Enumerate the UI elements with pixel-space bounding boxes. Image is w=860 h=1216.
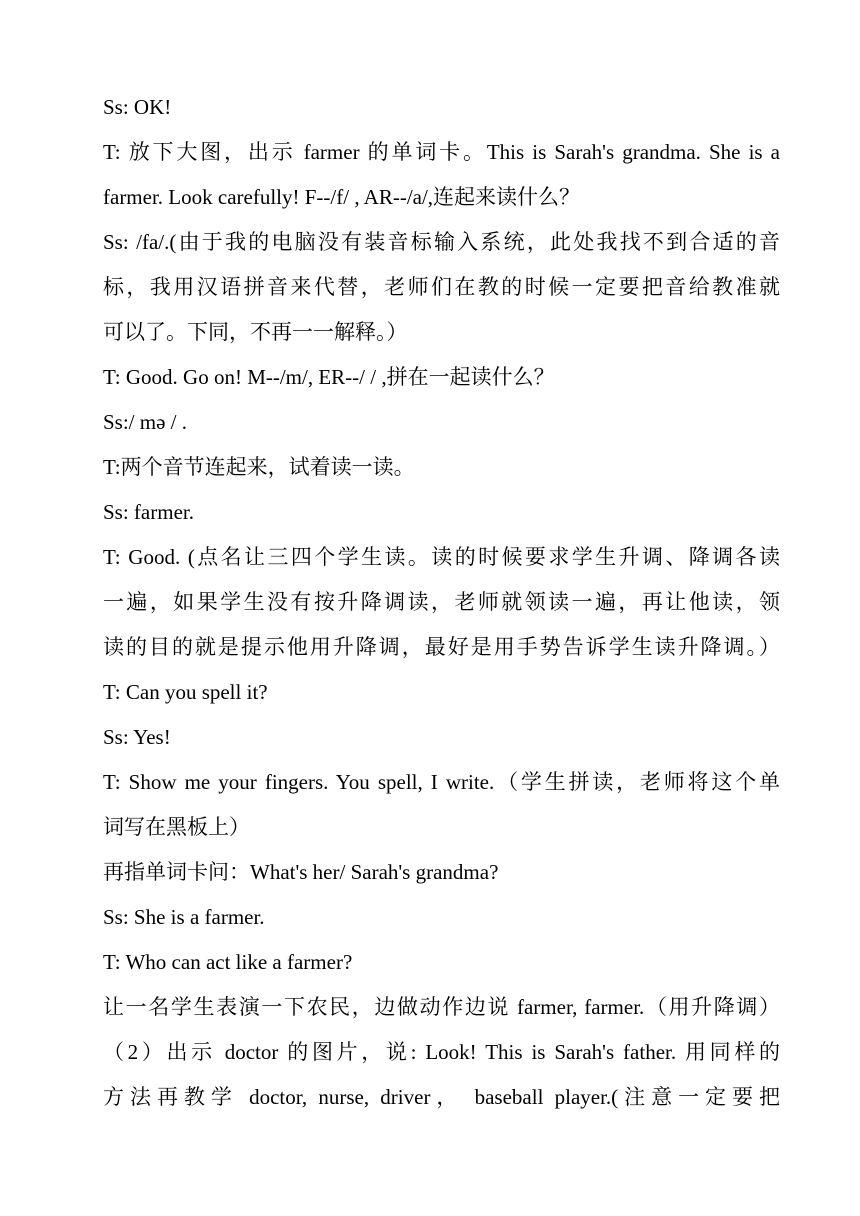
text-line: Ss: /fa/.(由于我的电脑没有装音标输入系统，此处我找不到合适的音 (103, 230, 780, 254)
text-line: 可以了。下同，不再一一解释。） (103, 320, 408, 344)
text-line: Ss: OK! (103, 95, 172, 119)
text-line: Ss: Yes! (103, 725, 171, 749)
text-line: Ss: She is a farmer. (103, 905, 265, 929)
text-line: T: Good. (点名让三四个学生读。读的时候要求学生升调、降调各读 (103, 545, 780, 569)
text-line: 让一名学生表演一下农民，边做动作边说 farmer, farmer.（用升降调） (103, 995, 780, 1019)
document-body (103, 85, 780, 1120)
text-line: 一遍，如果学生没有按升降调读，老师就领读一遍，再让他读，领 (103, 590, 780, 614)
text-line: 词写在黑板上） (103, 815, 250, 839)
text-line: farmer. Look carefully! F--/f/ , AR--/a/,连起来读什么？ (103, 185, 581, 209)
text-line: T: Show me your fingers. You spell, I write.（学生拼读，老师将这个单 (103, 770, 780, 794)
text-line: T: Who can act like a farmer? (103, 950, 353, 974)
text-line: 方法再教学 doctor, nurse, driver， baseball player.(注意一定要把 (103, 1085, 780, 1109)
text-line: 读的目的就是提示他用升降调，最好是用手势告诉学生读升降调。） (103, 635, 780, 659)
text-line: T: 放下大图，出示 farmer 的单词卡。This is Sarah's grandma. She is a (103, 140, 780, 164)
text-line: （2）出示 doctor 的图片，说: Look! This is Sarah's father. 用同样的 (103, 1040, 780, 1064)
text-line: Ss: farmer. (103, 500, 194, 524)
text-line: Ss:/ mə / . (103, 410, 188, 434)
text-line: T:两个音节连起来，试着读一读。 (103, 455, 415, 479)
text-line: T: Can you spell it? (103, 680, 268, 704)
text-line: T: Good. Go on! M--/m/, ER--/ / ,拼在一起读什么？ (103, 365, 555, 389)
text-line: 再指单词卡问：What's her/ Sarah's grandma? (103, 860, 499, 884)
text-line: 标，我用汉语拼音来代替，老师们在教的时候一定要把音给教准就 (103, 275, 780, 299)
